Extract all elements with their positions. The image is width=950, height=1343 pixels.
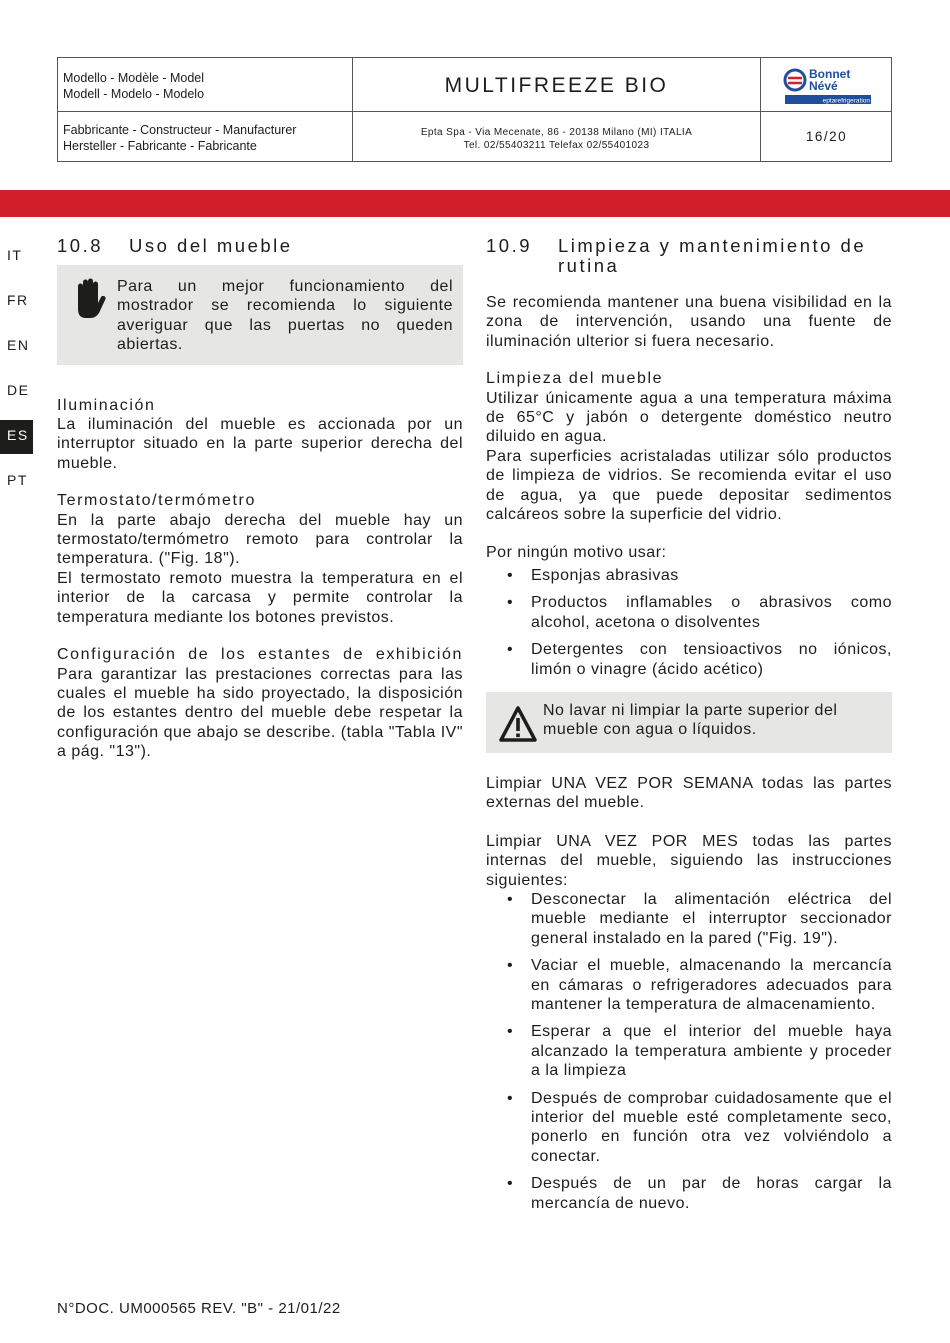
tab-lang-de[interactable]: DE (7, 382, 30, 398)
tab-lang-fr[interactable]: FR (7, 292, 29, 308)
tab-lang-pt[interactable]: PT (7, 472, 28, 488)
cleaning-text-2: Para superficies acristaladas utilizar sólo productos de limpieza de vidrios. Se recomienda evitar el uso de agua, ya que puede depositar sedimentos calcáreos sobre la superficie del vidrio. (486, 447, 892, 524)
section-heading-10-8 (57, 236, 463, 256)
model-label-line-1: Modello - Modèle - Model (63, 71, 205, 85)
product-name: MULTIFREEZE BIO (444, 74, 669, 97)
header-row-manufacturer (58, 112, 891, 162)
list-item: • Esponjas abrasivas (486, 566, 892, 585)
tab-lang-es[interactable]: ES (0, 420, 33, 454)
left-column (57, 236, 463, 762)
section-number: 10.9 (486, 235, 533, 256)
usage-note-box (57, 265, 463, 365)
steps-list (486, 890, 892, 1213)
section-title: Limpieza y mantenimiento de rutina (558, 235, 867, 276)
lighting-text: La iluminación del mueble es accionada por un interruptor situado en la parte superior derecha del mueble. (57, 416, 463, 472)
never-use-list (486, 566, 892, 679)
shelves-title (57, 645, 463, 664)
page-number-cell (761, 112, 892, 162)
list-item: • Después de comprobar cuidadosamente que el interior del mueble esté completamente seco, ponerlo en función otra vez volviéndolo a conectar. (486, 1089, 892, 1167)
document-footer: N°DOC. UM000565 REV. "B" - 21/01/22 (57, 1300, 341, 1317)
list-item: • Desconectar la alimentación eléctrica del mueble mediante el interruptor seccionador general instalado en la pared ("Fig. 19"). (486, 890, 892, 948)
thermostat-title: Termostato/termómetro (57, 492, 256, 510)
lighting-title: Iluminación (57, 396, 156, 414)
stop-hand-icon (69, 277, 109, 319)
warning-box (486, 692, 892, 753)
monthly-text: Limpiar UNA VEZ POR MES todas las partes internas del mueble, siguiendo las instrucciones siguientes: (486, 832, 892, 889)
manufacturer-labels (58, 112, 353, 162)
section-number: 10.8 (57, 235, 104, 256)
address-line-2: Tel. 02/55403211 Telefax 02/55401023 (463, 140, 650, 151)
manufacturer-label-line-2: Hersteller - Fabricante - Fabricante (63, 139, 257, 153)
warning-triangle-icon (498, 705, 538, 743)
thermostat-text-2: El termostato remoto muestra la temperatura en el interior de la carcasa y permite controlar la temperatura mediante los botones previstos. (57, 569, 463, 626)
usage-note-text: Para un mejor funcionamiento del mostrador se recomienda lo siguiente averiguar que las puertas no queden abiertas. (117, 278, 453, 354)
manufacturer-address (353, 126, 760, 152)
bonnet-neve-logo (783, 66, 873, 106)
cleaning-text-1: Utilizar únicamente agua a una temperatura máxima de 65°C y jabón o detergente doméstico neutro diluido en agua. (486, 389, 892, 446)
product-name-cell (353, 58, 761, 111)
intro-text: Se recomienda mantener una buena visibilidad en la zona de intervención, usando una fuente de iluminación ulterior si fuera necesario. (486, 294, 892, 350)
never-use-label: Por ningún motivo usar: (486, 544, 667, 562)
shelves-text: Para garantizar las prestaciones correctas para las cuales el mueble ha sido proyectado, la disposición de los estantes dentro del mueble debe respetar la configuración que abajo se describe. (tabla "Tabla IV" a pág. "13"). (57, 665, 463, 761)
shelves-title-text: Configuración de los estantes de exhibición (57, 646, 463, 664)
list-item: • Detergentes con tensioactivos no iónicos, limón o vinagre (ácido acético) (486, 640, 892, 679)
list-item: • Vaciar el mueble, almacenando la mercancía en cámaras o refrigeradores adecuados para mantener la temperatura de almacenamiento. (486, 956, 892, 1014)
page-number: 16/20 (805, 129, 848, 144)
tab-lang-it[interactable]: IT (7, 247, 23, 263)
cleaning-title: Limpieza del mueble (486, 370, 664, 388)
section-title: Uso del mueble (129, 235, 293, 256)
logo-cell (761, 58, 892, 111)
model-label-line-2: Modell - Modelo - Modelo (63, 87, 205, 101)
manufacturer-label-line-1: Fabbricante - Constructeur - Manufacturer (63, 123, 297, 137)
logo-line2: Névé (809, 79, 838, 93)
accent-band (0, 190, 950, 217)
warning-text: No lavar ni limpiar la parte superior del mueble con agua o líquidos. (543, 701, 838, 739)
address-line-1: Epta Spa - Via Mecenate, 86 - 20138 Milano (MI) ITALIA (420, 127, 693, 138)
thermostat-text-1: En la parte abajo derecha del mueble hay un termostato/termómetro remoto para controlar la temperatura. ("Fig. 18"). (57, 511, 463, 568)
weekly-text: Limpiar UNA VEZ POR SEMANA todas las partes externas del mueble. (486, 774, 892, 812)
header-table (57, 57, 892, 162)
section-heading-10-9 (486, 236, 892, 276)
list-item: • Después de un par de horas cargar la mercancía de nuevo. (486, 1174, 892, 1213)
list-item: • Esperar a que el interior del mueble haya alcanzado la temperatura ambiente y proceder a la limpieza (486, 1022, 892, 1080)
list-item: • Productos inflamables o abrasivos como alcohol, acetona o disolventes (486, 593, 892, 632)
right-column (486, 236, 892, 1221)
address-cell (353, 112, 761, 162)
tab-lang-en[interactable]: EN (7, 337, 30, 353)
model-labels (58, 58, 353, 111)
logo-sub: eptarefrigeration (822, 97, 870, 105)
logo-line1: Bonnet (809, 67, 851, 81)
header-row-model (58, 58, 891, 112)
language-tabs (0, 240, 33, 510)
